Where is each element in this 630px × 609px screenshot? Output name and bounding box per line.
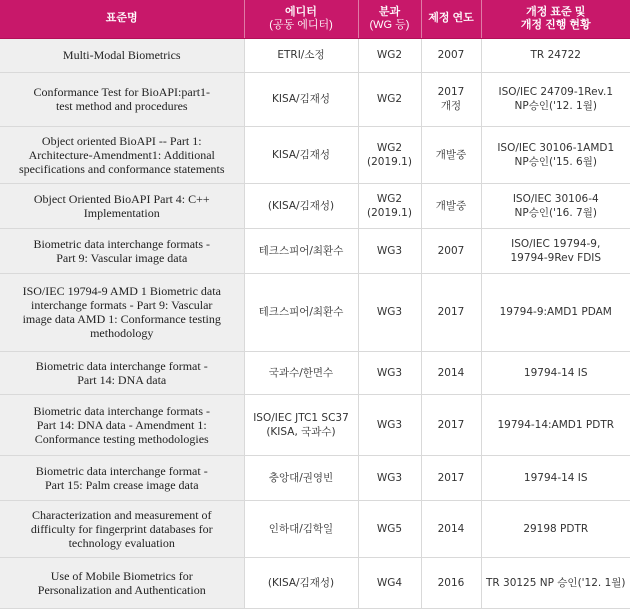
cell-standard-name-line: interchange formats - Part 9: Vascular [31, 298, 213, 312]
cell-year [421, 72, 481, 126]
cell-standard-name [0, 126, 244, 183]
cell-revision-status [481, 455, 630, 500]
cell-standard-name [0, 557, 244, 608]
cell-standard-name-line: methodology [90, 326, 154, 340]
cell-editor [244, 394, 358, 455]
cell-revision-status-line: TR 30125 NP 승인('12. 1월) [485, 576, 626, 589]
cell-editor-line: KISA/김재성 [272, 148, 330, 161]
cell-year [421, 38, 481, 72]
cell-standard-name-line: Use of Mobile Biometrics for [50, 568, 193, 583]
cell-wg [358, 72, 421, 126]
cell-standard-name-line: ISO/IEC 19794-9 AMD 1 Biometric data [22, 284, 221, 298]
table-row [0, 351, 630, 394]
cell-standard-name [0, 72, 244, 126]
cell-year-line: 2017 [437, 306, 465, 318]
cell-editor [244, 557, 358, 608]
cell-wg [358, 500, 421, 557]
table-row [0, 126, 630, 183]
cell-revision-status-line: NP승인('15. 6월) [514, 155, 597, 168]
cell-wg-line: WG3 [376, 418, 403, 431]
cell-standard-name-line: Conformance Test for BioAPI:part1- [33, 85, 211, 99]
cell-standard-name-line: Part 14: DNA data - Amendment 1: [36, 417, 207, 432]
cell-standard-name-line: difficulty for fingerprint databases for [30, 521, 213, 536]
cell-wg [358, 455, 421, 500]
cell-standard-name-line: test method and procedures [55, 99, 188, 113]
cell-editor [244, 455, 358, 500]
cell-wg-line: WG3 [376, 471, 403, 484]
cell-wg-line: (2019.1) [367, 155, 412, 168]
cell-editor-line: 테크스피어/최환수 [258, 244, 344, 257]
cell-editor-line: (KISA/김재성) [267, 576, 335, 589]
cell-editor [244, 183, 358, 228]
cell-year-line: 개정 [440, 100, 462, 112]
cell-revision-status-line: ISO/IEC 30106-1AMD1 [497, 141, 615, 154]
cell-revision-status [481, 394, 630, 455]
cell-standard-name [0, 500, 244, 557]
cell-year-line: 2014 [437, 366, 465, 379]
table-header-row [0, 0, 630, 38]
cell-revision-status [481, 557, 630, 608]
cell-revision-status-line: 19794-9Rev FDIS [510, 251, 602, 264]
cell-standard-name [0, 273, 244, 351]
cell-editor [244, 126, 358, 183]
cell-wg-line: WG5 [376, 522, 403, 535]
cell-standard-name-line: Conformance testing methodologies [34, 431, 209, 446]
cell-year-line: 개발중 [435, 199, 467, 212]
header-editor-sub: (공동 에디터) [269, 18, 333, 31]
cell-year [421, 126, 481, 183]
cell-year [421, 557, 481, 608]
cell-revision-status-line: 19794-14 IS [523, 471, 588, 484]
cell-wg-line: WG3 [376, 366, 403, 379]
header-wg-sub: (WG 등) [369, 18, 410, 31]
cell-standard-name-line: specifications and conformance statements [18, 161, 225, 176]
table-row [0, 38, 630, 72]
cell-year-line: 2007 [437, 49, 465, 61]
cell-standard-name [0, 38, 244, 72]
cell-standard-name-line: Part 15: Palm crease image data [44, 477, 199, 492]
cell-editor [244, 38, 358, 72]
cell-editor [244, 351, 358, 394]
cell-wg-line: WG3 [376, 244, 403, 257]
cell-standard-name-line: technology evaluation [68, 535, 175, 550]
table-row [0, 273, 630, 351]
cell-revision-status-line: NP승인('16. 7월) [514, 206, 597, 219]
cell-year-line: 2014 [437, 522, 465, 535]
cell-revision-status-line: TR 24722 [530, 49, 581, 61]
header-editor: 에디터 (공동 에디터) [244, 0, 358, 38]
cell-wg-line: WG2 [376, 141, 403, 154]
cell-wg [358, 38, 421, 72]
table-row [0, 500, 630, 557]
cell-wg [358, 228, 421, 273]
table-row [0, 228, 630, 273]
cell-editor-line: 국과수/한면수 [268, 366, 334, 379]
header-standard-name: 표준명 [0, 0, 244, 38]
cell-standard-name-line: Object oriented BioAPI -- Part 1: [41, 133, 202, 148]
cell-standard-name-line: Biometric data interchange formats - [33, 236, 211, 251]
cell-year-line: 2017 [437, 418, 465, 431]
cell-revision-status-line: NP승인('12. 1월) [514, 100, 597, 112]
cell-revision-status [481, 126, 630, 183]
cell-revision-status [481, 228, 630, 273]
cell-revision-status-line: 29198 PDTR [523, 522, 589, 535]
cell-revision-status-line: ISO/IEC 30106-4 [512, 192, 599, 205]
cell-year [421, 351, 481, 394]
cell-standard-name-line: Part 9: Vascular image data [56, 250, 188, 265]
cell-wg-line: (2019.1) [367, 206, 412, 219]
cell-standard-name-line: image data AMD 1: Conformance testing [22, 312, 221, 326]
cell-editor-line: 테크스피어/최환수 [258, 306, 344, 318]
cell-editor [244, 72, 358, 126]
table-row [0, 557, 630, 608]
cell-year-line: 2007 [437, 244, 465, 257]
cell-year [421, 500, 481, 557]
cell-standard-name-line: Multi-Modal Biometrics [62, 48, 181, 62]
cell-year [421, 455, 481, 500]
cell-standard-name [0, 228, 244, 273]
cell-revision-status-line: ISO/IEC 19794-9, [511, 237, 601, 250]
cell-revision-status [481, 500, 630, 557]
cell-standard-name [0, 455, 244, 500]
cell-standard-name-line: Implementation [83, 205, 160, 220]
table-row [0, 394, 630, 455]
cell-revision-status-line: 19794-14:AMD1 PDTR [497, 418, 615, 431]
cell-standard-name [0, 351, 244, 394]
cell-wg-line: WG2 [376, 49, 403, 61]
cell-standard-name-line: Part 14: DNA data [77, 372, 167, 387]
cell-revision-status-line: 19794-14 IS [523, 366, 588, 379]
cell-revision-status-line: ISO/IEC 24709-1Rev.1 [498, 86, 614, 98]
cell-revision-status [481, 351, 630, 394]
cell-editor [244, 500, 358, 557]
cell-standard-name [0, 394, 244, 455]
cell-editor-line: (KISA, 국과수) [266, 425, 336, 438]
table-row [0, 455, 630, 500]
cell-year-line: 2017 [437, 471, 465, 484]
cell-editor-line: (KISA/김재성) [267, 199, 335, 212]
cell-revision-status [481, 273, 630, 351]
cell-wg [358, 183, 421, 228]
table-row [0, 72, 630, 126]
cell-editor-line: 인하대/김학일 [268, 522, 334, 535]
cell-year-line: 2016 [437, 576, 465, 589]
cell-standard-name-line: Biometric data interchange format - [35, 358, 208, 373]
cell-standard-name [0, 183, 244, 228]
cell-wg [358, 126, 421, 183]
cell-wg-line: WG4 [376, 576, 403, 589]
cell-standard-name-line: Biometric data interchange format - [35, 463, 208, 478]
cell-wg [358, 273, 421, 351]
cell-wg-line: WG2 [376, 192, 403, 205]
cell-standard-name-line: Personalization and Authentication [37, 582, 206, 597]
cell-standard-name-line: Characterization and measurement of [31, 507, 212, 522]
cell-year [421, 273, 481, 351]
cell-editor [244, 228, 358, 273]
cell-year [421, 183, 481, 228]
cell-editor-line: 충앙대/권영빈 [268, 471, 334, 484]
cell-revision-status [481, 38, 630, 72]
cell-year-line: 개발중 [435, 148, 467, 161]
cell-year [421, 228, 481, 273]
header-revision-status: 개정 표준 및 개정 진행 현황 [481, 0, 630, 38]
cell-standard-name-line: Biometric data interchange formats - [33, 403, 211, 418]
cell-wg [358, 394, 421, 455]
cell-wg-line: WG2 [376, 93, 403, 105]
cell-year-line: 2017 [437, 86, 465, 98]
header-wg: 분과 (WG 등) [358, 0, 421, 38]
cell-editor-line: ETRI/소정 [277, 49, 325, 61]
header-year: 제정 연도 [421, 0, 481, 38]
cell-editor-line: KISA/김재성 [272, 93, 330, 105]
cell-standard-name-line: Object Oriented BioAPI Part 4: C++ [33, 191, 210, 206]
cell-editor [244, 273, 358, 351]
cell-editor-line: ISO/IEC JTC1 SC37 [253, 411, 349, 424]
cell-standard-name-line: Architecture-Amendment1: Additional [28, 147, 215, 162]
cell-revision-status [481, 72, 630, 126]
cell-wg [358, 351, 421, 394]
cell-revision-status [481, 183, 630, 228]
cell-wg-line: WG3 [376, 306, 403, 318]
cell-year [421, 394, 481, 455]
cell-revision-status-line: 19794-9:AMD1 PDAM [499, 306, 612, 318]
cell-wg [358, 557, 421, 608]
table-row [0, 183, 630, 228]
